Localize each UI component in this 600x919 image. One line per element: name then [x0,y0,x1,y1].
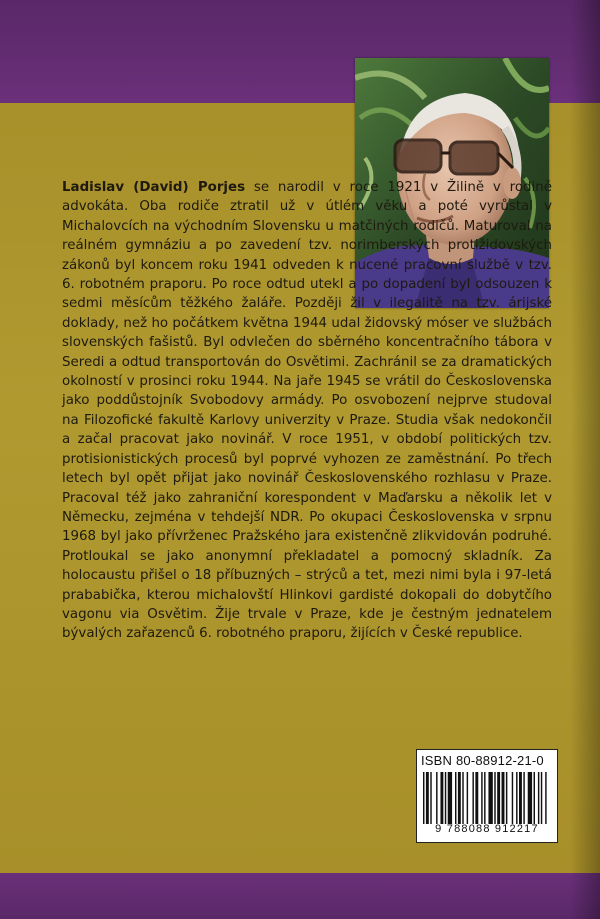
barcode-bars [423,772,551,824]
biography-text: se narodil v roce 1921 v Žilině v rodině advokáta. Oba rodiče ztratil už v útlém věku a poté vyrůstal v Michalovcích na východním Slovensku u matčiných rodičů. Maturoval na reálném gymnáziu a po zavedení tzv. norimberských protižidovských zákonů byl koncem roku 1941 odveden k nucené pracovní službě v tzv. 6. robotném praporu. Po roce odtud utekl a po dopadení byl odsouzen k sedmi měsícům těžkého žaláře. Později žil v ilegalitě na tzv. árijské doklady, než ho počátkem května 1944 udal židovský móser ve službách slovenských fašistů. Byl odvlečen do sběrného koncentračního tábora v Seredi a odtud transportován do Osvětimi. Zachránil se za dramatických okolností v prosinci roku 1944. Na jaře 1945 se vrátil do Československa jako poddůstojník Svobodovy armády. Po osvobození nejprve studoval na Filozofické fakultě Karlovy univerzity v Praze. Studia však nedokončil a začal pracovat jako novinář. V roce 1951, v období politických tzv. protisionistických procesů byl poprvé vyhozen ze zaměstnání. Po třech letech byl opět přijat jako novinář Československého rozhlasu v Praze. Pracoval též jako zahraniční korespondent v Maďarsku a několik let v Německu, zejména v tehdejší NDR. Po okupaci Československa v srpnu 1968 byl jako přívrženec Pražského jara existenčně zlikvidován podruhé. Protloukal se jako anonymní překladatel a pomocný skladník. Za holocaustu přišel o 18 příbuzných – strýců a tet, mezi nimi byla i 97-letá prababička, kterou michalovští Hlinkovi gardisté dokopali do dobytčího vagonu via Osvětim. Žije trvale v Praze, kde je čestným jednatelem bývalých zařazenců 6. robotného praporu, žijících v České republice. [62,180,552,642]
author-biography [62,178,552,644]
cover-bottom-band [0,873,600,919]
isbn-barcode [416,749,558,843]
author-name: Ladislav (David) Porjes [62,180,246,195]
isbn-label: ISBN 80-88912-21-0 [421,753,544,768]
ean-digits: 9 788088 912217 [435,823,539,835]
